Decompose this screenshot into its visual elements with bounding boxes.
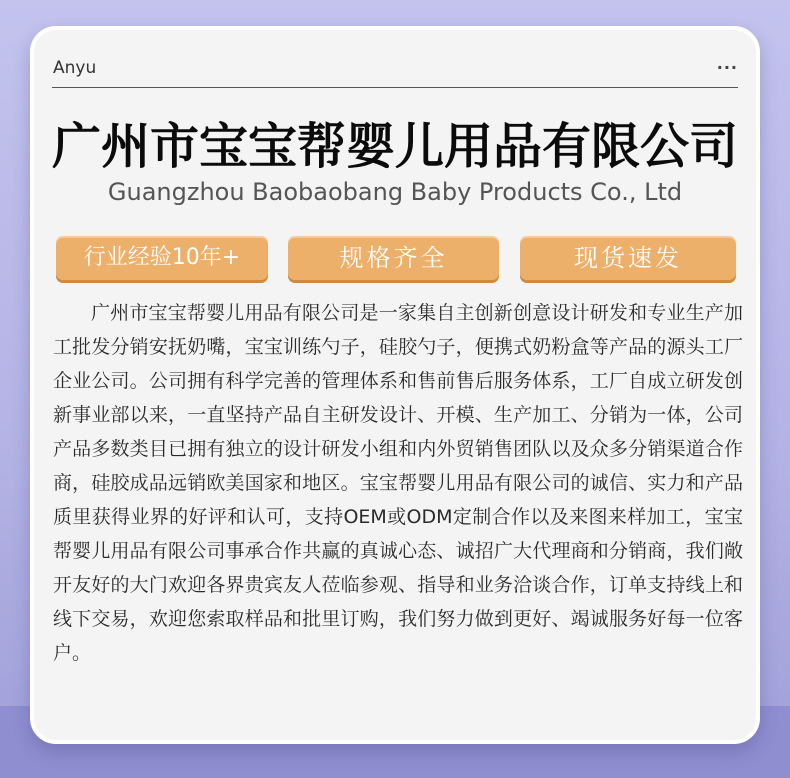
company-card (30, 26, 760, 744)
company-title: 广州市宝宝帮婴儿用品有限公司 (51, 118, 738, 175)
company-subtitle: Guangzhou Baobaobang Baby Products Co., Ltd (107, 178, 683, 206)
header-divider (52, 87, 738, 88)
company-description: 广州市宝宝帮婴儿用品有限公司是一家集自主创新创意设计研发和专业生产加工批发分销安抚奶嘴，宝宝训练勺子，硅胶勺子，便携式奶粉盒等产品的源头工厂企业公司。公司拥有科学完善的管理体系和售前售后服务体系，工厂自成立研发创新事业部以来，一直坚持产品自主研发设计、开模、生产加工、分销为一体，公司产品多数类目已拥有独立的设计研发小组和内外贸销售团队以及众多分销渠道合作商，硅胶成品远销欧美国家和地区。宝宝帮婴儿用品有限公司的诚信、实力和产品质里获得业界的好评和认可，支持OEM或ODM定制合作以及来图来样加工，宝宝帮婴儿用品有限公司事承合作共赢的真诚心态、诚招广大代理商和分销商，我们敞开友好的大门欢迎各界贵宾友人莅临参观、指导和业务洽谈合作，订单支持线上和线下交易，欢迎您索取样品和批里订购，我们努力做到更好、竭诚服务好每一位客户。 (53, 302, 743, 664)
tag-experience: 行业经验10年+ (56, 236, 268, 280)
more-horizontal-icon[interactable]: ··· (716, 58, 738, 77)
tag-fast-shipping: 现货速发 (520, 236, 736, 280)
tag-complete-specs: 规格齐全 (288, 236, 499, 280)
brand-name: Anyu (53, 58, 97, 78)
